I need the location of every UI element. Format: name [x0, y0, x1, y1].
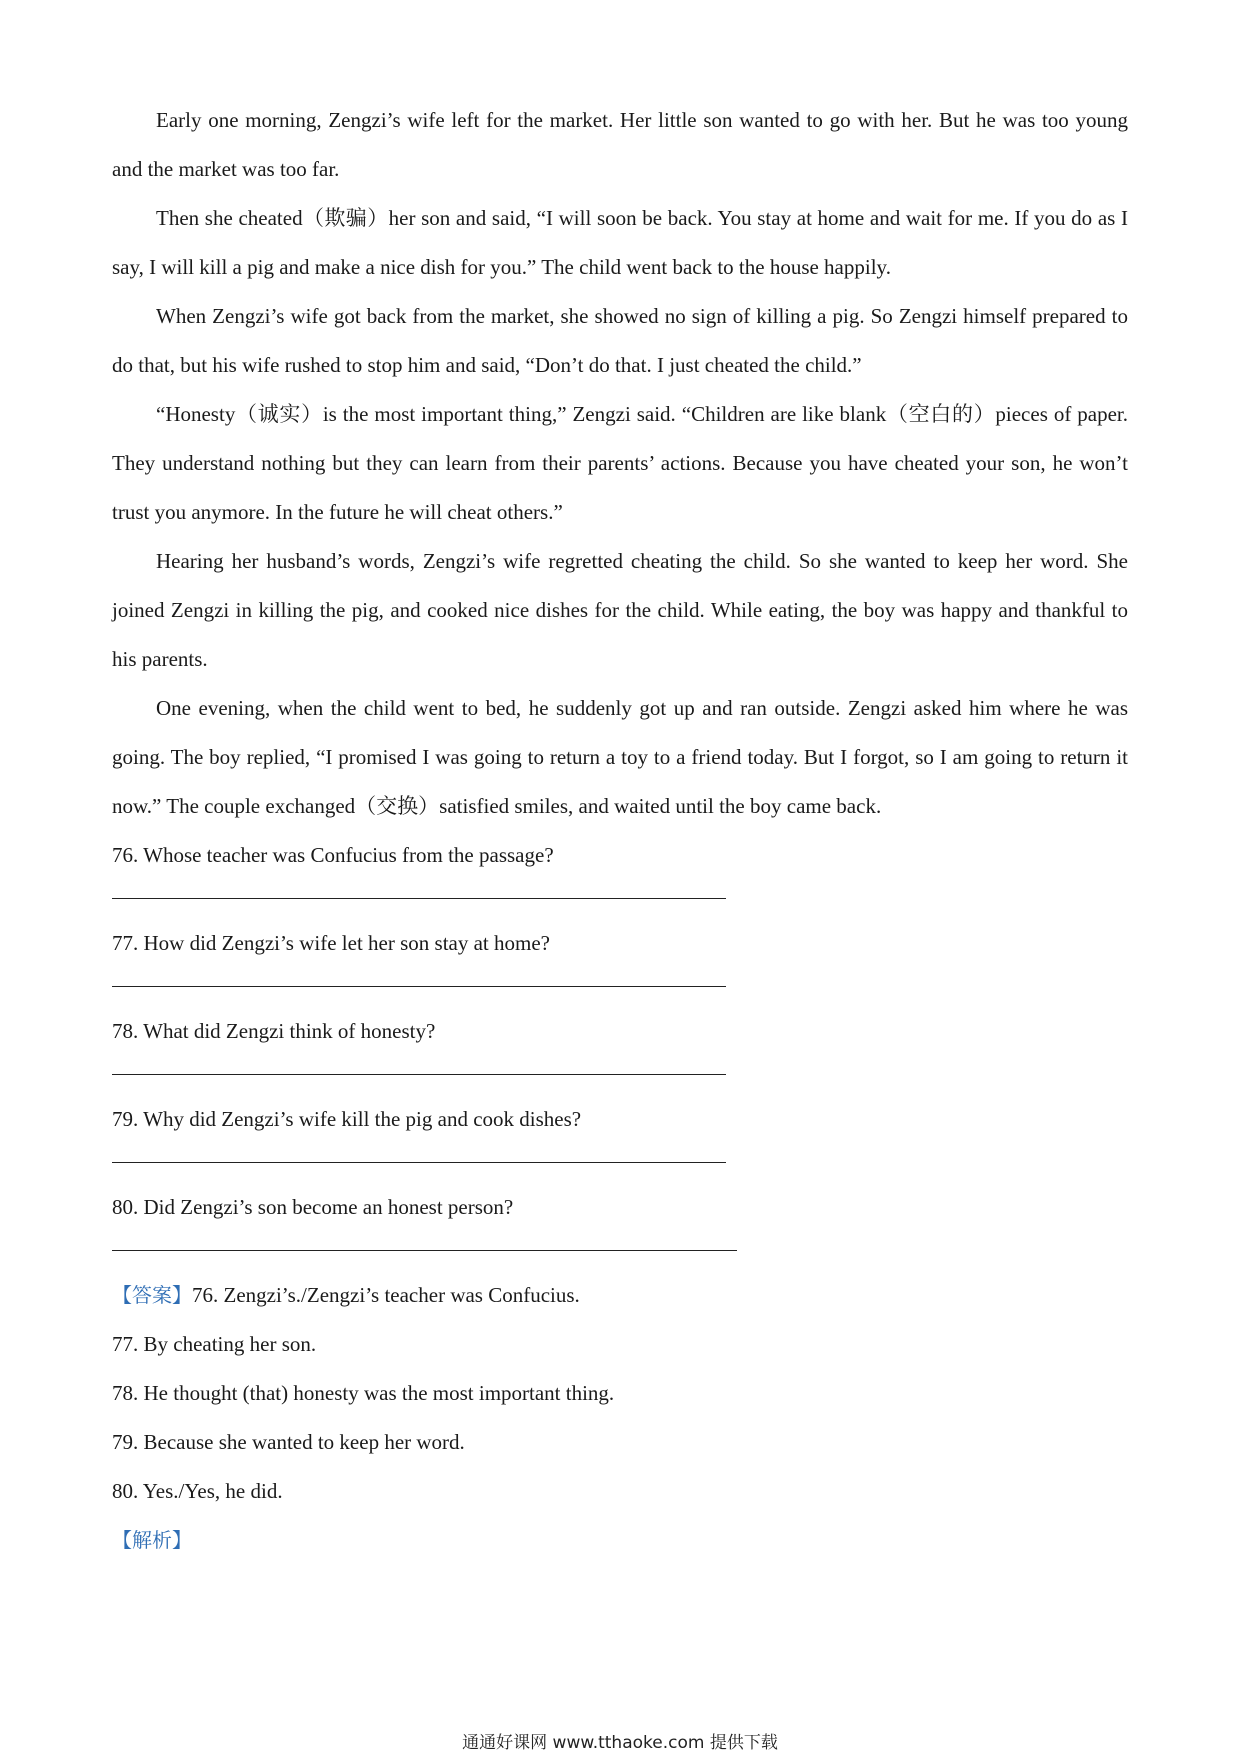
answer-79: 79. Because she wanted to keep her word. — [112, 1430, 465, 1454]
answer-78: 78. He thought (that) honesty was the most important thing. — [112, 1381, 615, 1405]
answer-blank-76 — [112, 898, 726, 899]
passage — [112, 96, 1128, 831]
answer-76: 76. Zengzi’s./Zengzi’s teacher was Confucius. — [192, 1283, 580, 1307]
answer-80: 80. Yes./Yes, he did. — [112, 1479, 283, 1503]
analysis-tag: 【解析】 — [112, 1528, 192, 1552]
passage-paragraph-4: “Honesty（诚实）is the most important thing,” Zengzi said. “Children are like blank（空白的）pieces of paper. They understand nothing but they can learn from their parents’ actions. Because you have cheated your son, he won’t trust you anymore. In the future he will cheat others.” — [112, 402, 1128, 524]
answer-key — [112, 1271, 1128, 1565]
questions — [112, 831, 1128, 1251]
question-77: 77. How did Zengzi’s wife let her son stay at home? — [112, 931, 550, 955]
answer-blank-79 — [112, 1162, 726, 1163]
answer-blank-77 — [112, 986, 726, 987]
analysis-row — [112, 1516, 1128, 1565]
passage-paragraph-5: Hearing her husband’s words, Zengzi’s wife regretted cheating the child. So she wanted to keep her word. She joined Zengzi in killing the pig, and cooked nice dishes for the child. While eating, the boy was happy and thankful to his parents. — [112, 549, 1128, 671]
passage-paragraph-6: One evening, when the child went to bed, he suddenly got up and ran outside. Zengzi asked him where he was going. The boy replied, “I promised I was going to return a toy to a friend today. But I forgot, so I am going to return it now.” The couple exchanged（交换）satisfied smiles, and waited until the boy came back. — [112, 696, 1128, 818]
page-footer: 通通好课网 www.tthaoke.com 提供下载 — [462, 1733, 778, 1753]
question-80: 80. Did Zengzi’s son become an honest person? — [112, 1195, 514, 1219]
question-78: 78. What did Zengzi think of honesty? — [112, 1019, 436, 1043]
passage-paragraph-2: Then she cheated（欺骗）her son and said, “I will soon be back. You stay at home and wait for me. If you do as I say, I will kill a pig and make a nice dish for you.” The child went back to the house happily. — [112, 206, 1128, 279]
answer-77: 77. By cheating her son. — [112, 1332, 317, 1356]
answer-76-row — [112, 1271, 1128, 1320]
passage-paragraph-1: Early one morning, Zengzi’s wife left for the market. Her little son wanted to go with her. But he was too young and the market was too far. — [112, 108, 1128, 181]
passage-paragraph-3: When Zengzi’s wife got back from the market, she showed no sign of killing a pig. So Zengzi himself prepared to do that, but his wife rushed to stop him and said, “Don’t do that. I just cheated the child.” — [112, 304, 1128, 377]
answer-blank-78 — [112, 1074, 726, 1075]
question-79: 79. Why did Zengzi’s wife kill the pig and cook dishes? — [112, 1107, 582, 1131]
question-76: 76. Whose teacher was Confucius from the passage? — [112, 843, 554, 867]
answer-tag: 【答案】 — [112, 1283, 192, 1307]
document-page — [112, 96, 1128, 1565]
answer-blank-80 — [112, 1250, 737, 1251]
